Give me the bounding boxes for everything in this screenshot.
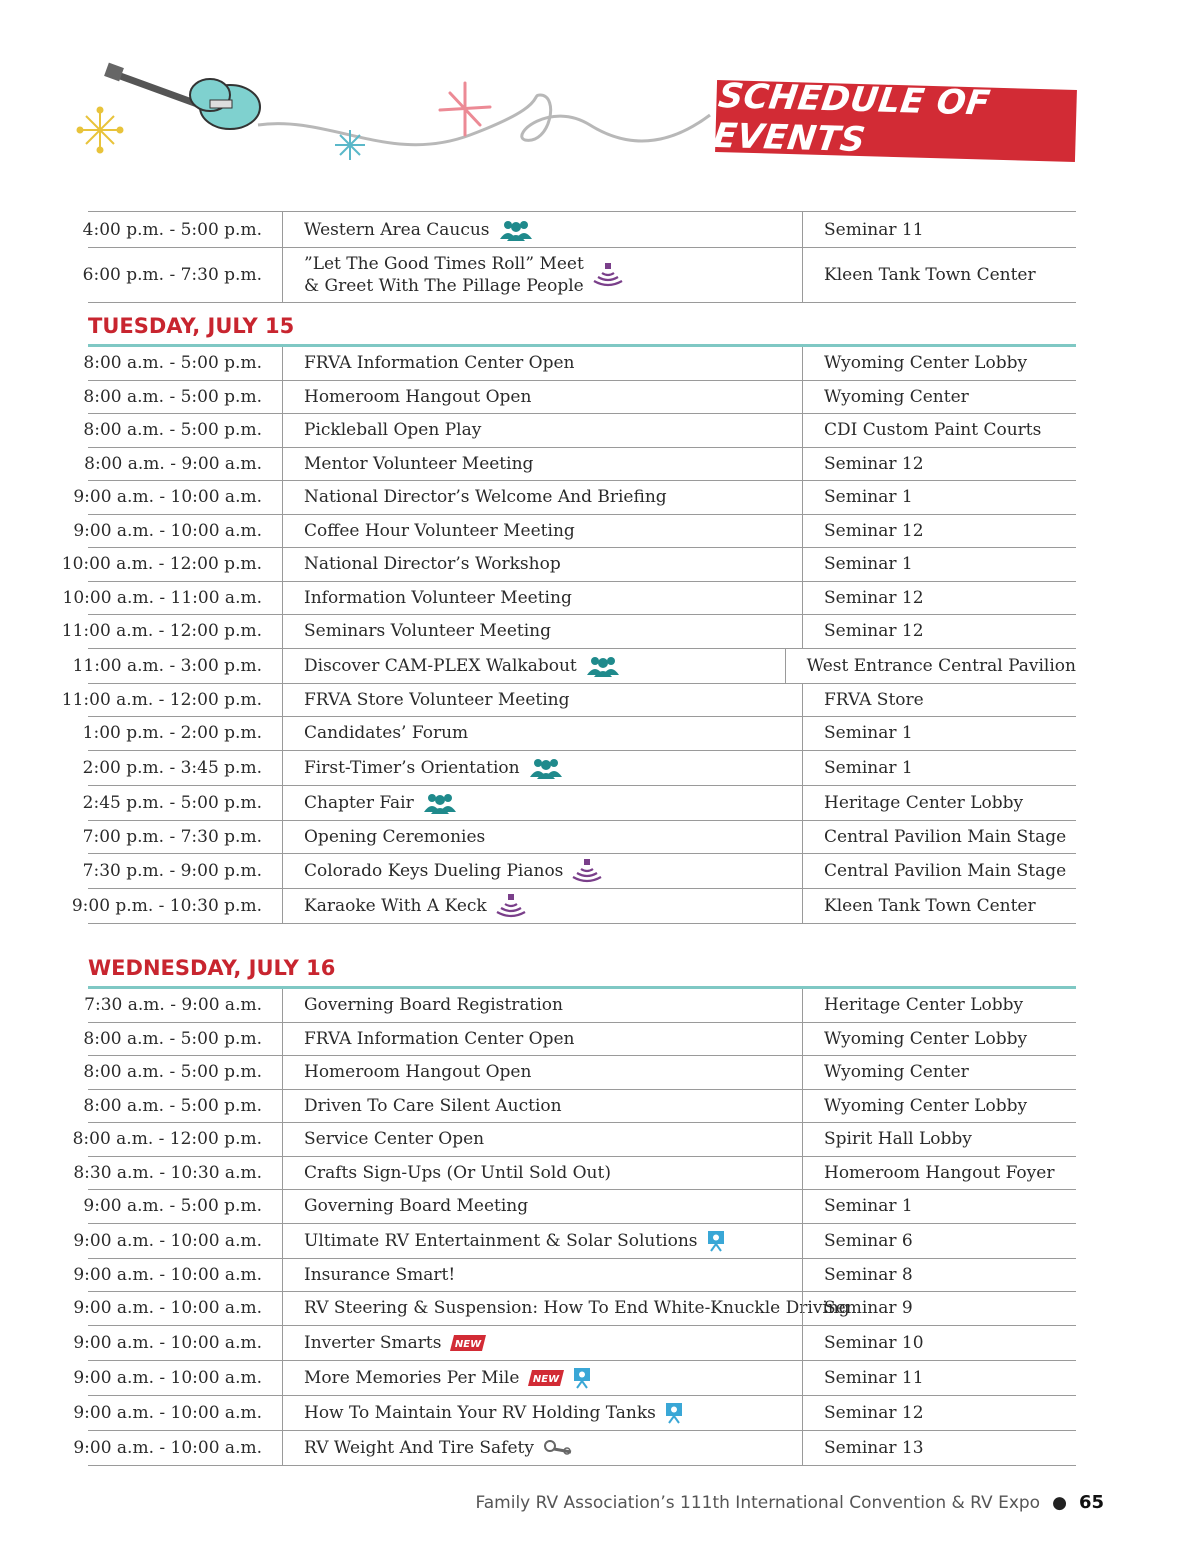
table-row xyxy=(83,1056,1076,1090)
event-name: Chapter Fair xyxy=(304,792,414,813)
event-time: 11:00 a.m. - 12:00 p.m. xyxy=(61,621,262,642)
blue-starburst-icon xyxy=(335,130,365,160)
entertainment-icon xyxy=(572,859,602,883)
table-row xyxy=(83,1190,1076,1224)
page-number: 65 xyxy=(1078,1492,1104,1513)
event-cell xyxy=(282,854,802,888)
event-location: Seminar 11 xyxy=(802,212,1076,247)
event-time: 10:00 a.m. - 11:00 a.m. xyxy=(62,587,262,608)
table-row xyxy=(73,1157,1076,1191)
event-cell xyxy=(282,481,802,514)
event-cell xyxy=(282,347,802,380)
event-location: Seminar 12 xyxy=(802,582,1076,615)
event-name: Discover CAM-PLEX Walkabout xyxy=(304,655,577,676)
event-time: 7:00 p.m. - 7:30 p.m. xyxy=(82,826,262,847)
event-name: FRVA Information Center Open xyxy=(304,1028,575,1049)
event-name: FRVA Information Center Open xyxy=(304,353,575,374)
event-time: 9:00 a.m. - 10:00 a.m. xyxy=(73,1332,262,1353)
tools-icon xyxy=(543,1438,573,1458)
table-row xyxy=(61,684,1076,718)
event-time: 8:00 a.m. - 5:00 p.m. xyxy=(83,1028,262,1049)
event-location: Wyoming Center Lobby xyxy=(802,1090,1076,1123)
event-name: Information Volunteer Meeting xyxy=(304,587,572,608)
table-row xyxy=(61,615,1076,649)
entertainment-icon xyxy=(593,263,623,287)
event-time: 8:00 a.m. - 9:00 a.m. xyxy=(84,453,262,474)
table-row xyxy=(73,515,1076,549)
event-cell xyxy=(282,1190,802,1223)
event-name: RV Steering & Suspension: How To End White-Knuckle Driving xyxy=(304,1298,850,1319)
event-location: Seminar 12 xyxy=(802,615,1076,648)
event-time: 6:00 p.m. - 7:30 p.m. xyxy=(82,265,262,285)
event-name: Seminars Volunteer Meeting xyxy=(304,621,551,642)
event-location: Kleen Tank Town Center xyxy=(802,889,1076,923)
event-location: Seminar 12 xyxy=(802,1396,1076,1430)
event-location: Heritage Center Lobby xyxy=(802,786,1076,820)
event-cell xyxy=(282,1292,850,1325)
event-cell xyxy=(282,1157,802,1190)
table-row xyxy=(72,1123,1076,1157)
table-row xyxy=(73,1431,1076,1466)
table-row xyxy=(83,1090,1076,1124)
table-row xyxy=(73,1292,1076,1326)
event-cell xyxy=(282,381,802,414)
group-icon xyxy=(586,655,620,677)
event-name: Crafts Sign-Ups (Or Until Sold Out) xyxy=(304,1162,611,1183)
event-time: 9:00 a.m. - 10:00 a.m. xyxy=(73,520,262,541)
event-location: Heritage Center Lobby xyxy=(802,989,1076,1022)
event-name: How To Maintain Your RV Holding Tanks xyxy=(304,1402,656,1423)
day-heading: WEDNESDAY, JULY 16 xyxy=(88,947,1076,989)
event-time: 9:00 a.m. - 10:00 a.m. xyxy=(73,1437,262,1458)
event-cell xyxy=(282,821,802,854)
event-cell xyxy=(282,448,802,481)
event-cell xyxy=(282,684,802,717)
event-location: CDI Custom Paint Courts xyxy=(802,414,1076,447)
decorative-swirl xyxy=(258,95,710,145)
event-name: Colorado Keys Dueling Pianos xyxy=(304,861,564,881)
event-name: Service Center Open xyxy=(304,1129,485,1150)
event-time: 10:00 a.m. - 12:00 p.m. xyxy=(61,554,262,575)
event-cell xyxy=(282,989,802,1022)
table-row xyxy=(82,854,1076,889)
event-name: Homeroom Hangout Open xyxy=(304,386,532,407)
event-cell xyxy=(282,582,802,615)
event-cell xyxy=(282,1326,802,1360)
event-cell xyxy=(282,717,802,750)
event-name: Ultimate RV Entertainment & Solar Solutions xyxy=(304,1230,698,1251)
event-name: Insurance Smart! xyxy=(304,1264,456,1285)
event-time: 9:00 a.m. - 10:00 a.m. xyxy=(73,1367,262,1388)
event-time: 9:00 a.m. - 10:00 a.m. xyxy=(73,1402,262,1423)
event-name: Mentor Volunteer Meeting xyxy=(304,453,534,474)
event-time: 9:00 a.m. - 10:00 a.m. xyxy=(73,487,262,508)
event-time: 9:00 a.m. - 10:00 a.m. xyxy=(73,1264,262,1285)
event-cell xyxy=(282,1361,802,1395)
event-time: 8:00 a.m. - 12:00 p.m. xyxy=(72,1129,262,1150)
table-row xyxy=(82,248,1076,303)
table-row xyxy=(71,889,1076,924)
event-time: 8:00 a.m. - 5:00 p.m. xyxy=(83,353,262,374)
event-location: Seminar 1 xyxy=(802,717,1076,750)
event-name: National Director’s Workshop xyxy=(304,554,561,575)
event-cell xyxy=(282,786,802,820)
schedule-title-banner xyxy=(710,76,1077,162)
event-time: 11:00 a.m. - 3:00 p.m. xyxy=(72,655,262,676)
event-cell xyxy=(282,649,785,683)
event-name: RV Weight And Tire Safety xyxy=(304,1437,534,1458)
event-time: 4:00 p.m. - 5:00 p.m. xyxy=(82,219,262,240)
table-row xyxy=(84,989,1076,1023)
table-row xyxy=(73,1361,1076,1396)
event-name: First-Timer’s Orientation xyxy=(304,757,520,778)
event-name: National Director’s Welcome And Briefing xyxy=(304,487,667,508)
event-cell xyxy=(282,1224,802,1258)
event-cell xyxy=(282,414,802,447)
table-row xyxy=(82,821,1076,855)
event-location: Seminar 1 xyxy=(802,1190,1076,1223)
svg-text:NEW: NEW xyxy=(533,1373,560,1385)
event-cell xyxy=(282,548,802,581)
event-cell xyxy=(282,515,802,548)
event-cell xyxy=(282,1056,802,1089)
table-row xyxy=(73,1326,1076,1361)
event-cell xyxy=(282,1259,802,1292)
event-name-line: & Greet With The Pillage People xyxy=(304,276,584,296)
table-row xyxy=(61,548,1076,582)
presentation-icon xyxy=(707,1230,725,1252)
event-time: 8:00 a.m. - 5:00 p.m. xyxy=(83,420,262,441)
table-row xyxy=(73,1259,1076,1293)
schedule-wednesday xyxy=(72,947,1076,1466)
event-name: Coffee Hour Volunteer Meeting xyxy=(304,520,575,541)
event-time: 9:00 a.m. - 10:00 a.m. xyxy=(73,1298,262,1319)
event-name: More Memories Per Mile xyxy=(304,1367,520,1388)
event-location: Seminar 12 xyxy=(802,515,1076,548)
event-location: Seminar 11 xyxy=(802,1361,1076,1395)
event-location: Seminar 13 xyxy=(802,1431,1076,1465)
event-time: 9:00 p.m. - 10:30 p.m. xyxy=(71,896,262,916)
event-time: 9:00 a.m. - 5:00 p.m. xyxy=(83,1196,262,1217)
footer-text: Family RV Association’s 111th International Convention & RV Expo xyxy=(475,1493,1041,1513)
event-location: West Entrance Central Pavilion xyxy=(785,649,1076,683)
day-heading: TUESDAY, JULY 15 xyxy=(88,305,1076,347)
new-badge-icon xyxy=(450,1335,486,1351)
event-time: 2:00 p.m. - 3:45 p.m. xyxy=(82,757,262,778)
group-icon xyxy=(529,757,563,779)
page-footer: Family RV Association’s 111th International Convention & RV Expo ● 65 xyxy=(475,1492,1104,1513)
event-time: 7:30 a.m. - 9:00 a.m. xyxy=(84,995,262,1016)
event-name: Karaoke With A Keck xyxy=(304,896,487,916)
event-time: 8:00 a.m. - 5:00 p.m. xyxy=(83,1062,262,1083)
event-time: 9:00 a.m. - 10:00 a.m. xyxy=(73,1230,262,1251)
table-row xyxy=(82,717,1076,751)
starburst-icon xyxy=(78,108,123,153)
event-location: Seminar 1 xyxy=(802,548,1076,581)
table-row xyxy=(73,1396,1076,1431)
event-location: Central Pavilion Main Stage xyxy=(802,821,1076,854)
event-location: Seminar 8 xyxy=(802,1259,1076,1292)
event-location: Central Pavilion Main Stage xyxy=(802,854,1076,888)
event-name-line: ”Let The Good Times Roll” Meet xyxy=(304,254,584,274)
event-name: Driven To Care Silent Auction xyxy=(304,1095,562,1116)
event-name: Inverter Smarts xyxy=(304,1332,442,1353)
schedule-continued-table xyxy=(82,211,1076,303)
table-row xyxy=(84,448,1076,482)
event-time: 11:00 a.m. - 12:00 p.m. xyxy=(61,689,262,710)
event-name: Candidates’ Forum xyxy=(304,723,469,744)
event-location: Seminar 12 xyxy=(802,448,1076,481)
event-location: Wyoming Center xyxy=(802,1056,1076,1089)
page-title: SCHEDULE OF EVENTS xyxy=(710,76,993,161)
event-name: Pickleball Open Play xyxy=(304,420,482,441)
event-cell xyxy=(282,248,802,302)
event-location: Wyoming Center xyxy=(802,381,1076,414)
table-row xyxy=(83,414,1076,448)
event-location: Homeroom Hangout Foyer xyxy=(802,1157,1076,1190)
event-name: Western Area Caucus xyxy=(304,219,490,240)
event-cell xyxy=(282,1090,802,1123)
event-location: FRVA Store xyxy=(802,684,1076,717)
event-location: Wyoming Center Lobby xyxy=(802,347,1076,380)
event-time: 1:00 p.m. - 2:00 p.m. xyxy=(82,723,262,744)
event-cell xyxy=(282,1396,802,1430)
event-cell xyxy=(282,1431,802,1465)
new-badge-icon xyxy=(528,1370,564,1386)
table-row xyxy=(82,211,1076,248)
event-location: Seminar 9 xyxy=(802,1292,1076,1325)
table-row xyxy=(62,582,1076,616)
pink-star-icon xyxy=(440,83,490,135)
table-row xyxy=(83,347,1076,381)
group-icon xyxy=(499,219,533,241)
event-location: Seminar 6 xyxy=(802,1224,1076,1258)
event-cell xyxy=(282,751,802,785)
presentation-icon xyxy=(665,1402,683,1424)
event-location: Spirit Hall Lobby xyxy=(802,1123,1076,1156)
event-time: 2:45 p.m. - 5:00 p.m. xyxy=(82,792,262,813)
event-cell xyxy=(282,212,802,247)
event-time: 8:30 a.m. - 10:30 a.m. xyxy=(73,1162,262,1183)
event-name: FRVA Store Volunteer Meeting xyxy=(304,689,570,710)
event-cell xyxy=(282,1023,802,1056)
entertainment-icon xyxy=(496,894,526,918)
table-row xyxy=(73,1224,1076,1259)
event-location: Seminar 1 xyxy=(802,481,1076,514)
table-row xyxy=(83,381,1076,415)
table-row xyxy=(82,786,1076,821)
event-name: Homeroom Hangout Open xyxy=(304,1062,532,1083)
guitar-icon xyxy=(104,63,260,129)
event-name: Governing Board Registration xyxy=(304,995,563,1016)
event-name: Opening Ceremonies xyxy=(304,826,486,847)
svg-text:NEW: NEW xyxy=(455,1338,482,1350)
event-cell xyxy=(282,1123,802,1156)
event-time: 8:00 a.m. - 5:00 p.m. xyxy=(83,386,262,407)
presentation-icon xyxy=(573,1367,591,1389)
event-location: Seminar 10 xyxy=(802,1326,1076,1360)
schedule-tuesday xyxy=(61,305,1076,924)
event-cell xyxy=(282,615,802,648)
event-location: Wyoming Center Lobby xyxy=(802,1023,1076,1056)
event-time: 7:30 p.m. - 9:00 p.m. xyxy=(82,861,262,881)
table-row xyxy=(72,649,1076,684)
event-cell xyxy=(282,889,802,923)
event-location: Seminar 1 xyxy=(802,751,1076,785)
table-row xyxy=(73,481,1076,515)
group-icon xyxy=(423,792,457,814)
event-time: 8:00 a.m. - 5:00 p.m. xyxy=(83,1095,262,1116)
table-row xyxy=(83,1023,1076,1057)
table-row xyxy=(82,751,1076,786)
event-name: Governing Board Meeting xyxy=(304,1196,529,1217)
event-location: Kleen Tank Town Center xyxy=(802,248,1076,302)
